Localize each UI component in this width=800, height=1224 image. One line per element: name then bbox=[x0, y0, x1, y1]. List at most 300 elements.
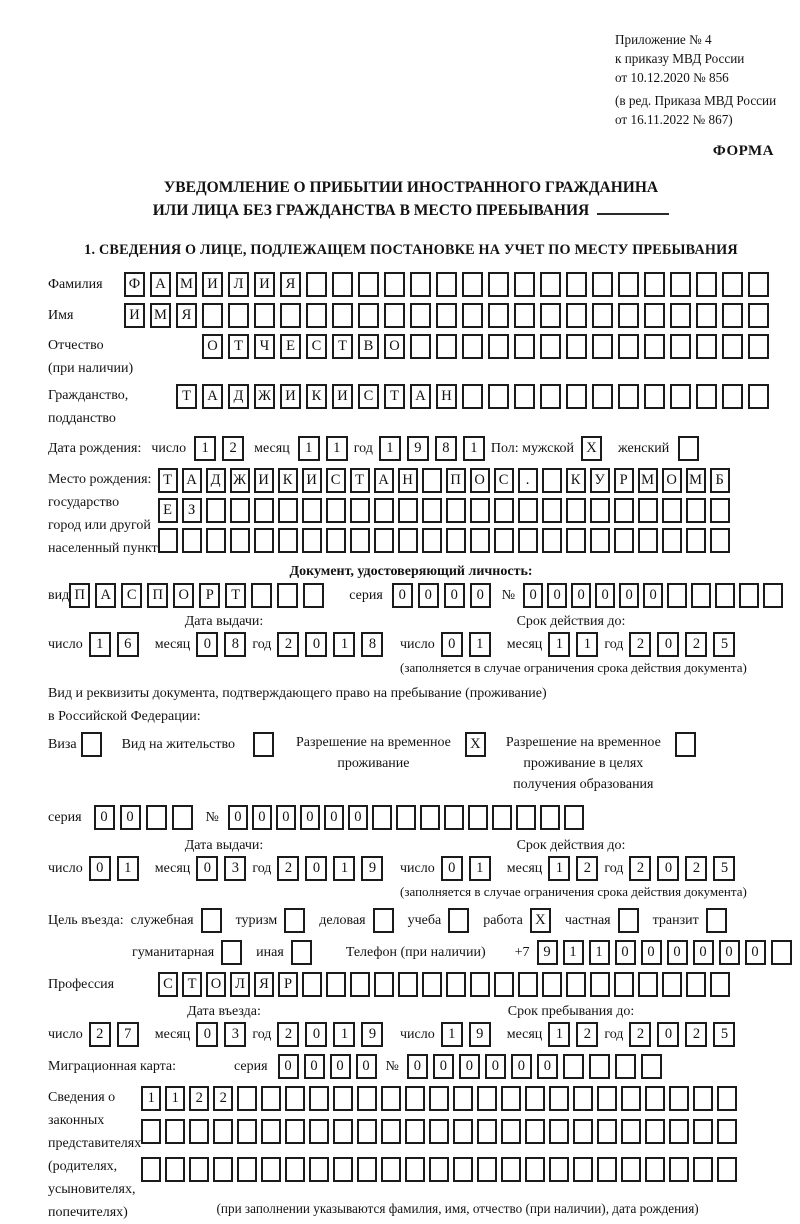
form-cell[interactable] bbox=[549, 1086, 569, 1111]
form-cell[interactable]: 1 bbox=[333, 856, 355, 881]
form-cell[interactable]: 2 bbox=[89, 1022, 111, 1047]
work-checkbox[interactable]: X bbox=[530, 908, 551, 933]
form-cell[interactable]: 0 bbox=[511, 1054, 532, 1079]
form-cell[interactable] bbox=[429, 1119, 449, 1144]
form-cell[interactable] bbox=[302, 498, 322, 523]
form-cell[interactable] bbox=[722, 334, 743, 359]
form-cell[interactable] bbox=[566, 498, 586, 523]
form-cell[interactable]: 5 bbox=[713, 632, 735, 657]
form-cell[interactable]: Л bbox=[228, 272, 249, 297]
form-cell[interactable] bbox=[436, 303, 457, 328]
form-cell[interactable]: М bbox=[686, 468, 706, 493]
form-cell[interactable] bbox=[525, 1157, 545, 1182]
form-cell[interactable] bbox=[374, 972, 394, 997]
form-cell[interactable] bbox=[590, 498, 610, 523]
form-cell[interactable] bbox=[686, 528, 706, 553]
form-cell[interactable]: 0 bbox=[196, 1022, 218, 1047]
form-cell[interactable] bbox=[590, 972, 610, 997]
form-cell[interactable] bbox=[518, 528, 538, 553]
form-cell[interactable]: 0 bbox=[571, 583, 591, 608]
form-cell[interactable] bbox=[686, 972, 706, 997]
form-cell[interactable] bbox=[518, 972, 538, 997]
form-cell[interactable] bbox=[261, 1157, 281, 1182]
other-checkbox[interactable] bbox=[291, 940, 312, 965]
form-cell[interactable]: 0 bbox=[120, 805, 141, 830]
form-cell[interactable] bbox=[309, 1086, 329, 1111]
form-cell[interactable] bbox=[429, 1157, 449, 1182]
form-cell[interactable]: 0 bbox=[657, 632, 679, 657]
form-cell[interactable]: К bbox=[566, 468, 586, 493]
form-cell[interactable]: 1 bbox=[333, 1022, 355, 1047]
form-cell[interactable]: 0 bbox=[196, 632, 218, 657]
form-cell[interactable]: Т bbox=[225, 583, 246, 608]
form-cell[interactable] bbox=[332, 272, 353, 297]
form-cell[interactable]: 0 bbox=[470, 583, 491, 608]
form-cell[interactable]: Ф bbox=[124, 272, 145, 297]
residence-permit-checkbox[interactable] bbox=[253, 732, 274, 757]
form-cell[interactable] bbox=[739, 583, 759, 608]
form-cell[interactable]: 2 bbox=[277, 856, 299, 881]
form-cell[interactable]: Н bbox=[436, 384, 457, 409]
form-cell[interactable] bbox=[422, 528, 442, 553]
form-cell[interactable] bbox=[710, 972, 730, 997]
form-cell[interactable] bbox=[638, 972, 658, 997]
form-cell[interactable] bbox=[189, 1119, 209, 1144]
form-cell[interactable] bbox=[422, 468, 442, 493]
form-cell[interactable]: 1 bbox=[194, 436, 216, 461]
form-cell[interactable] bbox=[462, 384, 483, 409]
form-cell[interactable]: 0 bbox=[252, 805, 272, 830]
form-cell[interactable]: 0 bbox=[547, 583, 567, 608]
form-cell[interactable]: 2 bbox=[222, 436, 244, 461]
form-cell[interactable] bbox=[453, 1157, 473, 1182]
form-cell[interactable] bbox=[350, 498, 370, 523]
form-cell[interactable]: Д bbox=[206, 468, 226, 493]
form-cell[interactable]: 6 bbox=[117, 632, 139, 657]
form-cell[interactable]: 0 bbox=[643, 583, 663, 608]
form-cell[interactable] bbox=[280, 303, 301, 328]
form-cell[interactable] bbox=[516, 805, 536, 830]
form-cell[interactable]: С bbox=[121, 583, 142, 608]
form-cell[interactable]: 1 bbox=[469, 632, 491, 657]
form-cell[interactable]: И bbox=[254, 272, 275, 297]
form-cell[interactable] bbox=[165, 1119, 185, 1144]
form-cell[interactable]: Е bbox=[158, 498, 178, 523]
form-cell[interactable]: Р bbox=[614, 468, 634, 493]
form-cell[interactable] bbox=[691, 583, 711, 608]
form-cell[interactable] bbox=[566, 334, 587, 359]
form-cell[interactable] bbox=[638, 528, 658, 553]
form-cell[interactable] bbox=[285, 1157, 305, 1182]
form-cell[interactable] bbox=[230, 498, 250, 523]
form-cell[interactable]: 0 bbox=[392, 583, 413, 608]
form-cell[interactable]: 2 bbox=[685, 632, 707, 657]
form-cell[interactable]: 1 bbox=[548, 632, 570, 657]
form-cell[interactable]: Е bbox=[280, 334, 301, 359]
form-cell[interactable] bbox=[422, 498, 442, 523]
form-cell[interactable]: Т bbox=[384, 384, 405, 409]
form-cell[interactable] bbox=[302, 972, 322, 997]
form-cell[interactable] bbox=[693, 1086, 713, 1111]
form-cell[interactable]: 0 bbox=[324, 805, 344, 830]
form-cell[interactable]: 0 bbox=[305, 1022, 327, 1047]
form-cell[interactable] bbox=[374, 528, 394, 553]
form-cell[interactable] bbox=[514, 272, 535, 297]
form-cell[interactable]: Т bbox=[228, 334, 249, 359]
form-cell[interactable] bbox=[710, 498, 730, 523]
form-cell[interactable]: Т bbox=[350, 468, 370, 493]
business-checkbox[interactable] bbox=[373, 908, 394, 933]
form-cell[interactable]: 0 bbox=[330, 1054, 351, 1079]
form-cell[interactable] bbox=[422, 972, 442, 997]
form-cell[interactable]: 2 bbox=[685, 856, 707, 881]
form-cell[interactable] bbox=[696, 334, 717, 359]
form-cell[interactable] bbox=[303, 583, 324, 608]
form-cell[interactable] bbox=[722, 272, 743, 297]
form-cell[interactable] bbox=[518, 498, 538, 523]
phone-digit-cell[interactable]: 1 bbox=[563, 940, 584, 965]
form-cell[interactable]: 0 bbox=[196, 856, 218, 881]
form-cell[interactable] bbox=[748, 334, 769, 359]
form-cell[interactable] bbox=[381, 1119, 401, 1144]
form-cell[interactable] bbox=[230, 528, 250, 553]
form-cell[interactable]: М bbox=[176, 272, 197, 297]
form-cell[interactable]: А bbox=[182, 468, 202, 493]
form-cell[interactable]: 0 bbox=[523, 583, 543, 608]
form-cell[interactable]: 1 bbox=[441, 1022, 463, 1047]
form-cell[interactable]: О bbox=[384, 334, 405, 359]
form-cell[interactable] bbox=[381, 1157, 401, 1182]
form-cell[interactable]: О bbox=[206, 972, 226, 997]
form-cell[interactable]: Ж bbox=[254, 384, 275, 409]
form-cell[interactable] bbox=[618, 384, 639, 409]
form-cell[interactable] bbox=[405, 1119, 425, 1144]
visa-checkbox[interactable] bbox=[81, 732, 102, 757]
temp-permit-checkbox[interactable]: X bbox=[465, 732, 486, 757]
form-cell[interactable]: 0 bbox=[595, 583, 615, 608]
form-cell[interactable]: 1 bbox=[326, 436, 348, 461]
form-cell[interactable] bbox=[717, 1119, 737, 1144]
form-cell[interactable]: 9 bbox=[469, 1022, 491, 1047]
form-cell[interactable] bbox=[237, 1119, 257, 1144]
form-cell[interactable] bbox=[410, 272, 431, 297]
form-cell[interactable] bbox=[644, 272, 665, 297]
form-cell[interactable]: 1 bbox=[576, 632, 598, 657]
form-cell[interactable] bbox=[645, 1119, 665, 1144]
form-cell[interactable] bbox=[525, 1119, 545, 1144]
form-cell[interactable] bbox=[477, 1119, 497, 1144]
form-cell[interactable] bbox=[468, 805, 488, 830]
form-cell[interactable] bbox=[302, 528, 322, 553]
form-cell[interactable] bbox=[763, 583, 783, 608]
form-cell[interactable] bbox=[470, 498, 490, 523]
form-cell[interactable]: Т bbox=[176, 384, 197, 409]
form-cell[interactable]: Ж bbox=[230, 468, 250, 493]
form-cell[interactable]: П bbox=[69, 583, 90, 608]
form-cell[interactable] bbox=[693, 1157, 713, 1182]
form-cell[interactable] bbox=[670, 384, 691, 409]
form-cell[interactable]: 3 bbox=[224, 1022, 246, 1047]
form-cell[interactable] bbox=[717, 1157, 737, 1182]
form-cell[interactable] bbox=[710, 528, 730, 553]
form-cell[interactable]: Д bbox=[228, 384, 249, 409]
form-cell[interactable] bbox=[333, 1157, 353, 1182]
form-cell[interactable] bbox=[488, 272, 509, 297]
form-cell[interactable]: 0 bbox=[348, 805, 368, 830]
form-cell[interactable]: А bbox=[150, 272, 171, 297]
form-cell[interactable] bbox=[662, 528, 682, 553]
form-cell[interactable]: У bbox=[590, 468, 610, 493]
form-cell[interactable] bbox=[670, 303, 691, 328]
form-cell[interactable]: 1 bbox=[141, 1086, 161, 1111]
form-cell[interactable] bbox=[549, 1157, 569, 1182]
form-cell[interactable] bbox=[494, 972, 514, 997]
form-cell[interactable] bbox=[525, 1086, 545, 1111]
form-cell[interactable] bbox=[494, 528, 514, 553]
form-cell[interactable] bbox=[261, 1086, 281, 1111]
form-cell[interactable] bbox=[436, 272, 457, 297]
form-cell[interactable] bbox=[446, 528, 466, 553]
form-cell[interactable]: Н bbox=[398, 468, 418, 493]
form-cell[interactable] bbox=[540, 805, 560, 830]
form-cell[interactable] bbox=[592, 272, 613, 297]
form-cell[interactable]: 0 bbox=[459, 1054, 480, 1079]
form-cell[interactable] bbox=[333, 1119, 353, 1144]
form-cell[interactable] bbox=[662, 498, 682, 523]
form-cell[interactable] bbox=[592, 334, 613, 359]
form-cell[interactable] bbox=[566, 528, 586, 553]
form-cell[interactable] bbox=[436, 334, 457, 359]
form-cell[interactable] bbox=[540, 303, 561, 328]
form-cell[interactable] bbox=[494, 498, 514, 523]
form-cell[interactable]: Я bbox=[176, 303, 197, 328]
phone-digit-cell[interactable]: 9 bbox=[537, 940, 558, 965]
form-cell[interactable] bbox=[228, 303, 249, 328]
form-cell[interactable] bbox=[564, 805, 584, 830]
form-cell[interactable] bbox=[444, 805, 464, 830]
form-cell[interactable] bbox=[501, 1119, 521, 1144]
phone-digit-cell[interactable]: 0 bbox=[641, 940, 662, 965]
form-cell[interactable]: 0 bbox=[89, 856, 111, 881]
form-cell[interactable]: 5 bbox=[713, 856, 735, 881]
form-cell[interactable] bbox=[350, 528, 370, 553]
form-cell[interactable] bbox=[715, 583, 735, 608]
form-cell[interactable] bbox=[488, 303, 509, 328]
form-cell[interactable]: 1 bbox=[165, 1086, 185, 1111]
form-cell[interactable] bbox=[514, 303, 535, 328]
form-cell[interactable]: З bbox=[182, 498, 202, 523]
form-cell[interactable] bbox=[213, 1119, 233, 1144]
form-cell[interactable] bbox=[592, 384, 613, 409]
form-cell[interactable]: О bbox=[662, 468, 682, 493]
form-cell[interactable] bbox=[357, 1086, 377, 1111]
form-cell[interactable] bbox=[350, 972, 370, 997]
form-cell[interactable]: 2 bbox=[576, 856, 598, 881]
form-cell[interactable]: 0 bbox=[276, 805, 296, 830]
form-cell[interactable]: М bbox=[638, 468, 658, 493]
form-cell[interactable] bbox=[158, 528, 178, 553]
form-cell[interactable] bbox=[621, 1086, 641, 1111]
form-cell[interactable] bbox=[566, 272, 587, 297]
form-cell[interactable] bbox=[477, 1086, 497, 1111]
form-cell[interactable]: 2 bbox=[629, 856, 651, 881]
form-cell[interactable] bbox=[374, 498, 394, 523]
form-cell[interactable]: . bbox=[518, 468, 538, 493]
form-cell[interactable] bbox=[644, 334, 665, 359]
form-cell[interactable]: С bbox=[358, 384, 379, 409]
form-cell[interactable] bbox=[372, 805, 392, 830]
form-cell[interactable] bbox=[254, 498, 274, 523]
form-cell[interactable] bbox=[384, 303, 405, 328]
form-cell[interactable]: 0 bbox=[94, 805, 115, 830]
form-cell[interactable] bbox=[446, 972, 466, 997]
form-cell[interactable] bbox=[501, 1157, 521, 1182]
form-cell[interactable] bbox=[669, 1157, 689, 1182]
form-cell[interactable]: Л bbox=[230, 972, 250, 997]
form-cell[interactable] bbox=[597, 1086, 617, 1111]
form-cell[interactable] bbox=[358, 272, 379, 297]
form-cell[interactable] bbox=[206, 498, 226, 523]
study-checkbox[interactable] bbox=[448, 908, 469, 933]
form-cell[interactable] bbox=[462, 334, 483, 359]
form-cell[interactable] bbox=[717, 1086, 737, 1111]
form-cell[interactable] bbox=[309, 1157, 329, 1182]
form-cell[interactable] bbox=[396, 805, 416, 830]
form-cell[interactable] bbox=[326, 528, 346, 553]
form-cell[interactable]: 2 bbox=[189, 1086, 209, 1111]
form-cell[interactable]: И bbox=[202, 272, 223, 297]
form-cell[interactable] bbox=[141, 1119, 161, 1144]
form-cell[interactable]: 0 bbox=[418, 583, 439, 608]
form-cell[interactable] bbox=[722, 384, 743, 409]
form-cell[interactable] bbox=[398, 528, 418, 553]
form-cell[interactable]: И bbox=[280, 384, 301, 409]
transit-checkbox[interactable] bbox=[706, 908, 727, 933]
form-cell[interactable] bbox=[213, 1157, 233, 1182]
form-cell[interactable] bbox=[573, 1086, 593, 1111]
form-cell[interactable]: Т bbox=[182, 972, 202, 997]
form-cell[interactable] bbox=[202, 303, 223, 328]
form-cell[interactable]: Я bbox=[254, 972, 274, 997]
form-cell[interactable] bbox=[621, 1119, 641, 1144]
form-cell[interactable]: 0 bbox=[305, 856, 327, 881]
form-cell[interactable] bbox=[357, 1119, 377, 1144]
form-cell[interactable]: О bbox=[173, 583, 194, 608]
form-cell[interactable]: 0 bbox=[433, 1054, 454, 1079]
form-cell[interactable] bbox=[470, 972, 490, 997]
form-cell[interactable] bbox=[696, 303, 717, 328]
form-cell[interactable] bbox=[614, 528, 634, 553]
form-cell[interactable]: 2 bbox=[685, 1022, 707, 1047]
form-cell[interactable] bbox=[146, 805, 167, 830]
form-cell[interactable]: 0 bbox=[228, 805, 248, 830]
form-cell[interactable]: 9 bbox=[407, 436, 429, 461]
phone-digit-cell[interactable]: 1 bbox=[589, 940, 610, 965]
form-cell[interactable] bbox=[405, 1086, 425, 1111]
form-cell[interactable]: 1 bbox=[548, 1022, 570, 1047]
form-cell[interactable] bbox=[453, 1119, 473, 1144]
form-cell[interactable]: 0 bbox=[441, 856, 463, 881]
form-cell[interactable]: 0 bbox=[619, 583, 639, 608]
form-cell[interactable]: В bbox=[358, 334, 379, 359]
form-cell[interactable] bbox=[615, 1054, 636, 1079]
official-checkbox[interactable] bbox=[201, 908, 222, 933]
form-cell[interactable] bbox=[514, 334, 535, 359]
form-cell[interactable] bbox=[492, 805, 512, 830]
form-cell[interactable]: 0 bbox=[657, 1022, 679, 1047]
sex-female-checkbox[interactable] bbox=[678, 436, 699, 461]
form-cell[interactable] bbox=[470, 528, 490, 553]
form-cell[interactable] bbox=[618, 303, 639, 328]
form-cell[interactable] bbox=[614, 498, 634, 523]
form-cell[interactable]: 5 bbox=[713, 1022, 735, 1047]
form-cell[interactable] bbox=[254, 303, 275, 328]
form-cell[interactable]: 0 bbox=[278, 1054, 299, 1079]
form-cell[interactable] bbox=[237, 1086, 257, 1111]
form-cell[interactable] bbox=[206, 528, 226, 553]
phone-digit-cell[interactable]: 0 bbox=[667, 940, 688, 965]
form-cell[interactable]: Р bbox=[199, 583, 220, 608]
form-cell[interactable] bbox=[278, 498, 298, 523]
form-cell[interactable]: П bbox=[147, 583, 168, 608]
form-cell[interactable] bbox=[251, 583, 272, 608]
form-cell[interactable] bbox=[278, 528, 298, 553]
form-cell[interactable]: И bbox=[124, 303, 145, 328]
form-cell[interactable]: 2 bbox=[576, 1022, 598, 1047]
form-cell[interactable] bbox=[514, 384, 535, 409]
form-cell[interactable] bbox=[566, 972, 586, 997]
form-cell[interactable]: 2 bbox=[277, 632, 299, 657]
form-cell[interactable] bbox=[477, 1157, 497, 1182]
form-cell[interactable] bbox=[398, 972, 418, 997]
form-cell[interactable]: 2 bbox=[277, 1022, 299, 1047]
form-cell[interactable] bbox=[501, 1086, 521, 1111]
form-cell[interactable] bbox=[141, 1157, 161, 1182]
form-cell[interactable]: Т bbox=[158, 468, 178, 493]
form-cell[interactable]: А bbox=[202, 384, 223, 409]
form-cell[interactable] bbox=[589, 1054, 610, 1079]
form-cell[interactable]: А bbox=[95, 583, 116, 608]
form-cell[interactable] bbox=[357, 1157, 377, 1182]
form-cell[interactable] bbox=[542, 972, 562, 997]
form-cell[interactable]: А bbox=[410, 384, 431, 409]
form-cell[interactable]: 1 bbox=[469, 856, 491, 881]
form-cell[interactable] bbox=[333, 1086, 353, 1111]
form-cell[interactable] bbox=[410, 303, 431, 328]
form-cell[interactable]: К bbox=[278, 468, 298, 493]
form-cell[interactable] bbox=[488, 384, 509, 409]
form-cell[interactable]: М bbox=[150, 303, 171, 328]
form-cell[interactable] bbox=[696, 272, 717, 297]
form-cell[interactable] bbox=[670, 272, 691, 297]
form-cell[interactable] bbox=[667, 583, 687, 608]
form-cell[interactable] bbox=[748, 303, 769, 328]
form-cell[interactable]: 1 bbox=[379, 436, 401, 461]
form-cell[interactable] bbox=[542, 468, 562, 493]
form-cell[interactable] bbox=[686, 498, 706, 523]
form-cell[interactable] bbox=[429, 1086, 449, 1111]
form-cell[interactable] bbox=[381, 1086, 401, 1111]
form-cell[interactable]: О bbox=[470, 468, 490, 493]
form-cell[interactable] bbox=[410, 334, 431, 359]
form-cell[interactable] bbox=[549, 1119, 569, 1144]
form-cell[interactable]: 1 bbox=[463, 436, 485, 461]
form-cell[interactable]: Б bbox=[710, 468, 730, 493]
form-cell[interactable]: 0 bbox=[304, 1054, 325, 1079]
form-cell[interactable] bbox=[261, 1119, 281, 1144]
form-cell[interactable] bbox=[165, 1157, 185, 1182]
form-cell[interactable] bbox=[542, 498, 562, 523]
